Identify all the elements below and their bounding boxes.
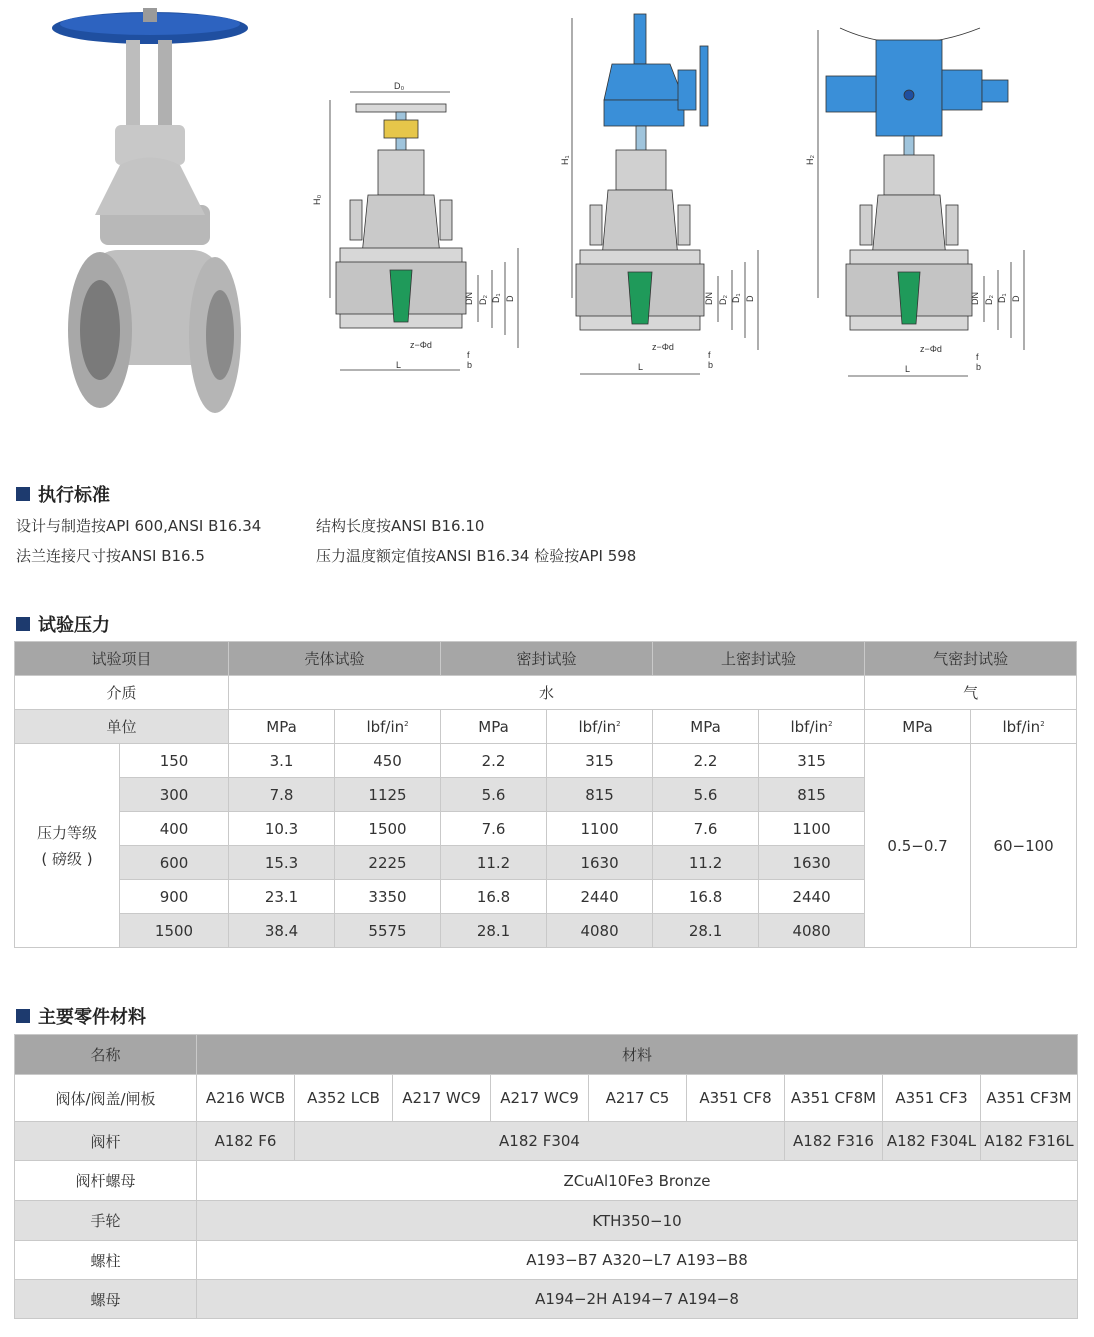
label-d1-1: D₁ — [491, 293, 501, 303]
unit-cell: lbf/$in^2$ — [335, 710, 441, 744]
class-cell: 600 — [120, 846, 229, 880]
material-cell: A194−2H A194−7 A194−8 — [197, 1280, 1078, 1319]
section-title: 执行标准 — [38, 485, 110, 506]
label-d-3: D — [1011, 295, 1021, 302]
table-row — [15, 744, 1077, 778]
label-d1-2: D₁ — [731, 293, 741, 303]
value-cell: 1500 — [335, 812, 441, 846]
section-title: 试验压力 — [38, 615, 110, 636]
value-cell: 7.6 — [653, 812, 759, 846]
value-cell: 315 — [759, 744, 865, 778]
section-standards-heading — [16, 481, 110, 507]
material-cell: KTH350−10 — [197, 1201, 1078, 1241]
label-h0: H₀ — [312, 194, 322, 205]
table-row-medium — [15, 676, 1077, 710]
label-b-1: b — [467, 360, 473, 370]
label-dn-1: DN — [464, 292, 474, 305]
material-cell: A217 WC9 — [393, 1075, 491, 1122]
value-cell: 28.1 — [441, 914, 547, 948]
drawing-gear-operator — [572, 14, 758, 374]
label-h2: H₂ — [805, 155, 815, 165]
value-cell: 3.1 — [229, 744, 335, 778]
table-header-row — [15, 1035, 1078, 1075]
label-d1-3: D₁ — [997, 293, 1007, 303]
label-l-2: L — [638, 362, 644, 372]
medium-water: 水 — [229, 676, 865, 710]
value-cell: 7.8 — [229, 778, 335, 812]
value-cell: 4080 — [547, 914, 653, 948]
table-row-unit — [15, 710, 1077, 744]
label-d2-1: D₂ — [478, 295, 488, 305]
class-cell: 1500 — [120, 914, 229, 948]
header-cell: 气密封试验 — [865, 642, 1077, 676]
label-l-3: L — [905, 364, 911, 374]
section-materials-heading — [16, 1003, 146, 1029]
label-dn-2: DN — [704, 292, 714, 305]
unit-cell: lbf/$in^2$ — [971, 710, 1077, 744]
value-cell: 2440 — [547, 880, 653, 914]
unit-cell: lbf/$in^2$ — [759, 710, 865, 744]
header-cell: 材料 — [197, 1035, 1078, 1075]
value-cell: 2.2 — [653, 744, 759, 778]
material-cell: A351 CF3 — [883, 1075, 981, 1122]
class-cell: 900 — [120, 880, 229, 914]
standards-row — [16, 540, 916, 570]
medium-gas: 气 — [865, 676, 1077, 710]
label-f-3: f — [976, 352, 979, 362]
section-test-pressure-heading — [16, 611, 110, 637]
unit-cell: MPa — [441, 710, 547, 744]
header-cell: 壳体试验 — [229, 642, 441, 676]
table-row-stem — [15, 1122, 1078, 1161]
materials-table — [14, 1034, 1078, 1319]
table-row-nut — [15, 1280, 1078, 1319]
value-cell: 5.6 — [653, 778, 759, 812]
row-label: 介质 — [15, 676, 229, 710]
material-cell: A182 F316 — [785, 1122, 883, 1161]
value-cell: 15.3 — [229, 846, 335, 880]
value-cell: 10.3 — [229, 812, 335, 846]
value-cell: 5575 — [335, 914, 441, 948]
value-cell: 815 — [759, 778, 865, 812]
header-cell: 上密封试验 — [653, 642, 865, 676]
row-label: 手轮 — [15, 1201, 197, 1241]
unit-cell: MPa — [229, 710, 335, 744]
valve-drawings — [0, 0, 1094, 440]
material-cell: A217 C5 — [589, 1075, 687, 1122]
value-cell: 16.8 — [653, 880, 759, 914]
standard-item: 结构长度按ANSI B16.10 — [316, 516, 485, 535]
value-cell: 3350 — [335, 880, 441, 914]
value-cell: 2440 — [759, 880, 865, 914]
section-square-icon — [16, 617, 30, 631]
value-cell: 16.8 — [441, 880, 547, 914]
material-cell: A182 F316L — [981, 1122, 1078, 1161]
standard-item: 设计与制造按API 600,ANSI B16.34 — [16, 516, 262, 535]
product-figures — [0, 0, 1094, 440]
value-cell: 1630 — [759, 846, 865, 880]
value-cell: 1125 — [335, 778, 441, 812]
material-cell: A351 CF8M — [785, 1075, 883, 1122]
label-l-1: L — [396, 360, 402, 370]
label-f-2: f — [708, 350, 711, 360]
label-d-2: D — [745, 295, 755, 302]
value-cell: 11.2 — [441, 846, 547, 880]
header-cell: 密封试验 — [441, 642, 653, 676]
standards-list — [16, 510, 916, 570]
label-zphid-3: z−Φd — [920, 344, 942, 354]
value-cell: 28.1 — [653, 914, 759, 948]
value-cell: 23.1 — [229, 880, 335, 914]
label-zphid-2: z−Φd — [652, 342, 674, 352]
table-header-row — [15, 642, 1077, 676]
unit-cell: lbf/$in^2$ — [547, 710, 653, 744]
value-cell: 4080 — [759, 914, 865, 948]
header-cell: 试验项目 — [15, 642, 229, 676]
label-f-1: f — [467, 350, 470, 360]
label-d0: D₀ — [394, 81, 405, 91]
row-label: 单位 — [15, 710, 229, 744]
header-cell: 名称 — [15, 1035, 197, 1075]
row-label: 阀体/阀盖/闸板 — [15, 1075, 197, 1122]
drawing-handwheel — [330, 92, 518, 370]
material-cell: A193−B7 A320−L7 A193−B8 — [197, 1241, 1078, 1280]
section-title: 主要零件材料 — [38, 1007, 146, 1028]
standard-item: 压力温度额定值按ANSI B16.34 检验按API 598 — [316, 546, 637, 565]
material-cell: ZCuAl10Fe3 Bronze — [197, 1161, 1078, 1201]
table-row-handwheel — [15, 1201, 1078, 1241]
table-row-body — [15, 1075, 1078, 1122]
label-d-1: D — [505, 295, 515, 302]
value-cell: 1630 — [547, 846, 653, 880]
material-cell: A351 CF8 — [687, 1075, 785, 1122]
table-row-stud — [15, 1241, 1078, 1280]
label-d2-2: D₂ — [718, 295, 728, 305]
material-cell: A182 F304L — [883, 1122, 981, 1161]
gas-lbf-cell: 60−100 — [971, 744, 1077, 948]
value-cell: 2.2 — [441, 744, 547, 778]
section-square-icon — [16, 487, 30, 501]
material-cell: A351 CF3M — [981, 1075, 1078, 1122]
value-cell: 11.2 — [653, 846, 759, 880]
unit-cell: MPa — [865, 710, 971, 744]
row-label: 阀杆螺母 — [15, 1161, 197, 1201]
label-dn-3: DN — [970, 292, 980, 305]
value-cell: 815 — [547, 778, 653, 812]
label-zphid-1: z−Φd — [410, 340, 432, 350]
value-cell: 450 — [335, 744, 441, 778]
row-label: 螺母 — [15, 1280, 197, 1319]
class-cell: 150 — [120, 744, 229, 778]
unit-cell: MPa — [653, 710, 759, 744]
valve-photo — [52, 8, 248, 413]
class-label: 压力等级 ( 磅级 ) — [15, 744, 120, 948]
value-cell: 5.6 — [441, 778, 547, 812]
table-row-stemnut — [15, 1161, 1078, 1201]
material-cell: A182 F6 — [197, 1122, 295, 1161]
material-cell: A216 WCB — [197, 1075, 295, 1122]
label-h1: H₁ — [560, 155, 570, 165]
value-cell: 1100 — [759, 812, 865, 846]
material-cell: A352 LCB — [295, 1075, 393, 1122]
row-label: 阀杆 — [15, 1122, 197, 1161]
class-cell: 300 — [120, 778, 229, 812]
standards-row — [16, 510, 916, 540]
standard-item: 法兰连接尺寸按ANSI B16.5 — [16, 546, 205, 565]
row-label: 螺柱 — [15, 1241, 197, 1280]
value-cell: 315 — [547, 744, 653, 778]
gas-mpa-cell: 0.5−0.7 — [865, 744, 971, 948]
label-b-3: b — [976, 362, 982, 372]
section-square-icon — [16, 1009, 30, 1023]
material-cell: A182 F304 — [295, 1122, 785, 1161]
test-pressure-table — [14, 641, 1077, 948]
label-d2-3: D₂ — [984, 295, 994, 305]
label-b-2: b — [708, 360, 714, 370]
class-cell: 400 — [120, 812, 229, 846]
material-cell: A217 WC9 — [491, 1075, 589, 1122]
drawing-electric-actuator — [818, 28, 1024, 376]
value-cell: 2225 — [335, 846, 441, 880]
value-cell: 38.4 — [229, 914, 335, 948]
value-cell: 1100 — [547, 812, 653, 846]
value-cell: 7.6 — [441, 812, 547, 846]
